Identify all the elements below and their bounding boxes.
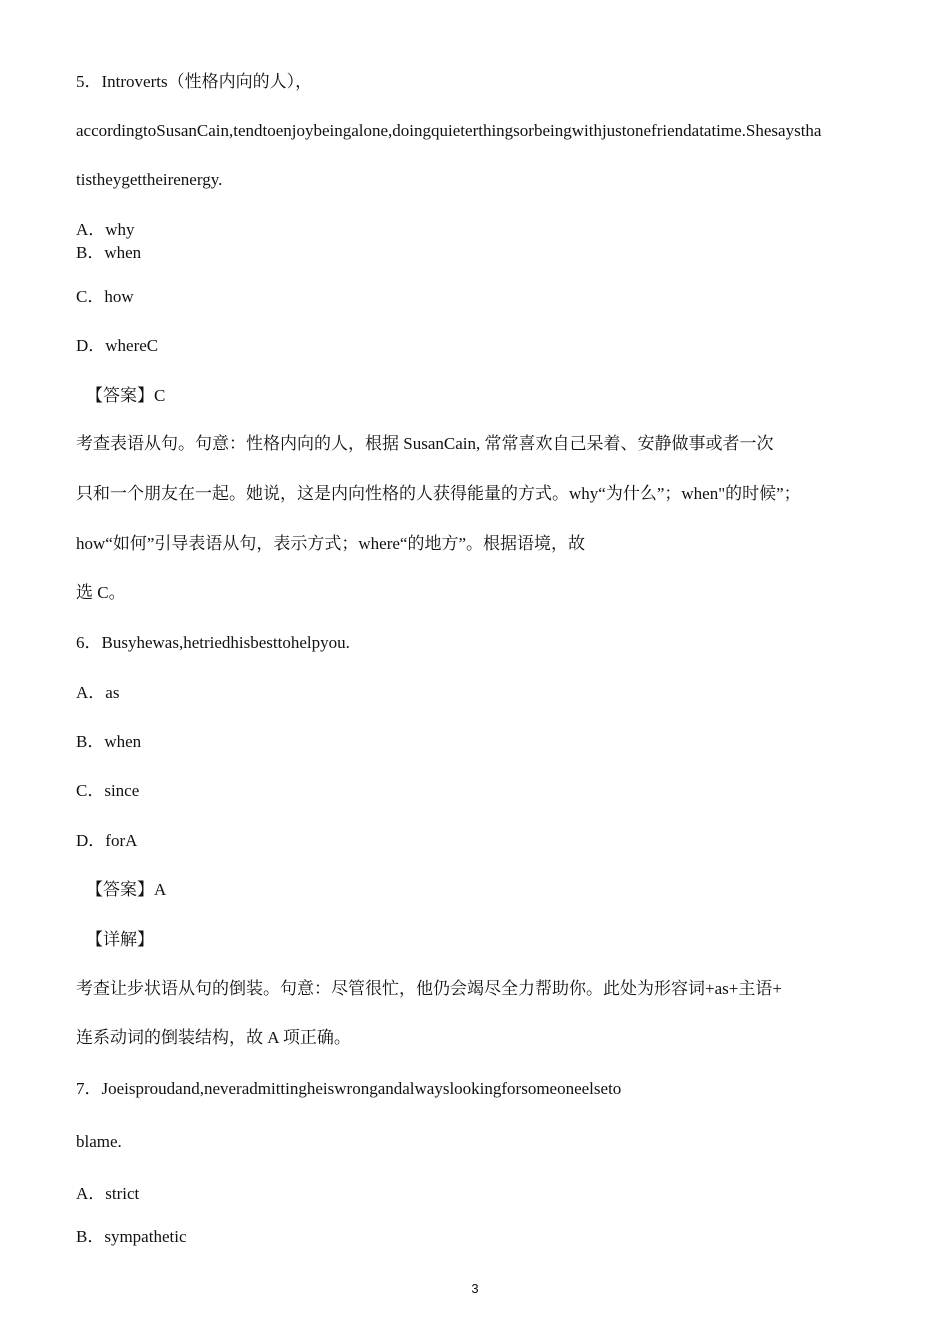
question-5-explanation: how“如何”引导表语从句，表示方式；where“的地方”。根据语境，故 (76, 534, 585, 553)
question-5-stem-cont: accordingtoSusanCain,tendtoenjoybeingalone,doingquieterthingsorbeingwithjustonefriendatatime.Shesaystha (76, 121, 822, 140)
question-6-explanation: 考查让步状语从句的倒装。句意：尽管很忙，他仍会竭尽全力帮助你。此处为形容词+as+主语+ (76, 979, 782, 998)
question-7-stem: 7．Joeisproudand,neveradmittingheiswrongandalwayslookingforsomeoneelseto (76, 1079, 622, 1098)
question-6-explanation: 连系动词的倒装结构，故 A 项正确。 (76, 1028, 351, 1047)
question-6-option-c: C．since (76, 781, 140, 800)
question-5-option-b: B．when (76, 243, 142, 262)
question-5-option-d: D．whereC (76, 336, 159, 355)
question-5-stem-cont: tistheygettheirenergy. (76, 170, 223, 189)
question-5-explanation: 考查表语从句。句意：性格内向的人，根据 SusanCain, 常常喜欢自己呆着、安静做事或者一次 (76, 434, 774, 453)
question-6-option-b: B．when (76, 732, 142, 751)
question-7-option-b: B．sympathetic (76, 1227, 187, 1246)
question-6-stem: 6．Busyhewas,hetriedhisbesttohelpyou. (76, 633, 350, 652)
question-6-answer: 【答案】A (86, 880, 167, 899)
question-6-option-d: D．forA (76, 831, 138, 850)
question-5-explanation: 只和一个朋友在一起。她说，这是内向性格的人获得能量的方式。why“为什么”；when"的时候”； (76, 484, 801, 503)
question-5-explanation: 选 C。 (76, 583, 126, 602)
question-6-option-a: A．as (76, 683, 120, 702)
question-5-option-a: A．why (76, 220, 135, 239)
question-5-option-c: C．how (76, 287, 134, 306)
question-7-stem-cont: blame. (76, 1132, 122, 1151)
question-7-option-a: A．strict (76, 1184, 140, 1203)
page-number: 3 (471, 1281, 479, 1296)
question-5-stem: 5．Introverts（性格内向的人）， (76, 72, 313, 91)
question-5-answer: 【答案】C (86, 386, 166, 405)
question-6-detail-heading: 【详解】 (86, 930, 154, 949)
